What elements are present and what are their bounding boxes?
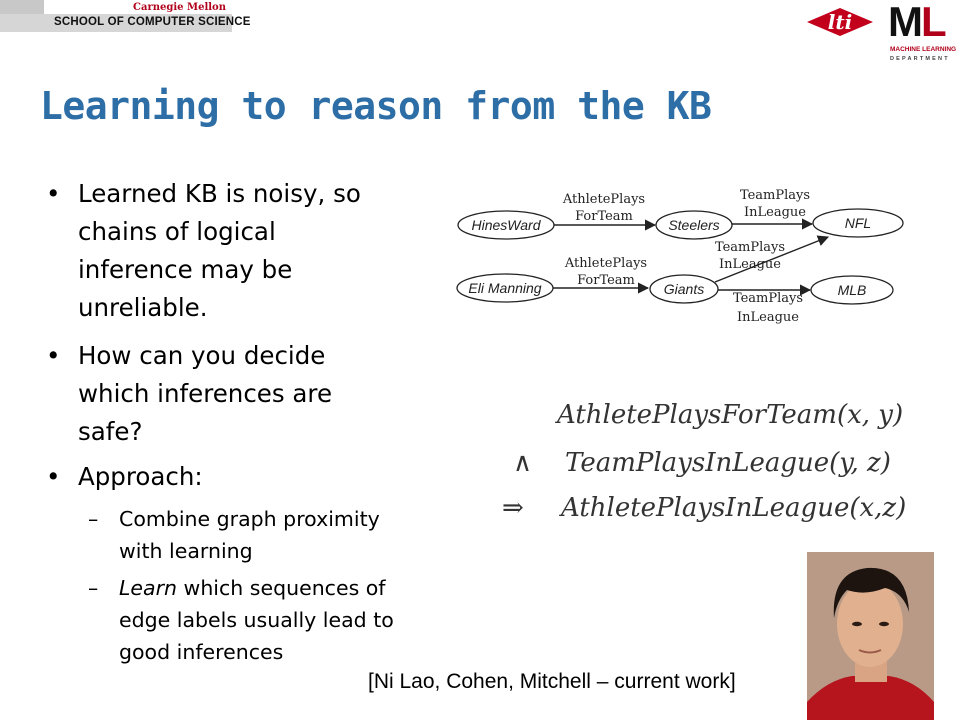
edge-label: InLeague [744,205,806,220]
formula-line-2: TeamPlaysInLeague(y, z) [565,448,891,478]
bullet-dot: • [46,179,61,208]
slide-title: Learning to reason from the KB [40,84,712,128]
ml-letters [888,0,945,46]
bullet-dot: • [46,462,61,491]
subbullet-dash: – [88,507,99,531]
subbullet-line-rest: which sequences of [177,576,386,600]
subbullet-line [119,572,386,604]
kb-graph [440,180,930,330]
photo-eye-right [879,622,889,626]
edge-label: TeamPlays [732,291,804,306]
photo-face [837,581,903,667]
formula-line-3: AthletePlaysInLeague(x,z) [561,493,907,523]
node-label-nfl: NFL [844,215,872,231]
bullet-line: unreliable. [78,293,208,322]
edge-label: ForTeam [577,273,635,288]
edge-label: ForTeam [575,209,633,224]
subbullet-line: edge labels usually lead to [119,608,394,632]
subbullet-line: good inferences [119,640,284,664]
edge-label: TeamPlays [739,188,811,203]
citation: [Ni Lao, Cohen, Mitchell – current work] [368,670,736,693]
ml-dept-line2: DEPARTMENT [890,56,950,62]
node-label-hinesward: HinesWard [471,217,541,233]
emphasis-learn: Learn [119,576,178,600]
subbullet-line: with learning [119,539,253,563]
implies-symbol: ⇒ [502,493,524,523]
author-photo [807,552,934,720]
bullet-dot: • [46,341,61,370]
ml-letter-m: M [888,0,921,45]
edge-label: InLeague [737,310,799,325]
bullet-line: Approach: [78,462,203,491]
node-label-eli-manning: Eli Manning [468,280,542,296]
bullet-line: Learned KB is noisy, so [78,179,361,208]
edge-label: AthletePlays [564,256,648,271]
ml-letter-l: L [921,0,945,45]
ml-dept-line1: MACHINE LEARNING [890,46,957,53]
university-name: Carnegie Mellon [133,2,226,13]
ml-logo [888,0,957,68]
node-label-mlb: MLB [837,282,867,298]
edge-label: InLeague [719,257,781,272]
lti-logo [803,6,877,38]
and-symbol: ∧ [513,448,533,478]
bullet-line: which inferences are [78,379,333,408]
edge-label: AthletePlays [562,192,646,207]
bullet-line: How can you decide [78,341,326,370]
subbullet-dash: – [88,576,99,600]
formula-line-1: AthletePlaysForTeam(x, y) [557,400,904,430]
school-banner [0,14,251,32]
bullet-line: inference may be [78,255,293,284]
school-name: SCHOOL OF COMPUTER SCIENCE [54,16,251,28]
photo-eye-left [852,622,862,626]
lti-text: lti [827,10,853,34]
node-label-giants: Giants [663,281,705,297]
bullet-line: safe? [78,417,143,446]
cmu-scs-logo [0,0,251,32]
edge-label: TeamPlays [714,240,786,255]
node-label-steelers: Steelers [668,217,720,233]
bullet-line: chains of logical [78,217,276,246]
subbullet-line: Combine graph proximity [119,507,380,531]
